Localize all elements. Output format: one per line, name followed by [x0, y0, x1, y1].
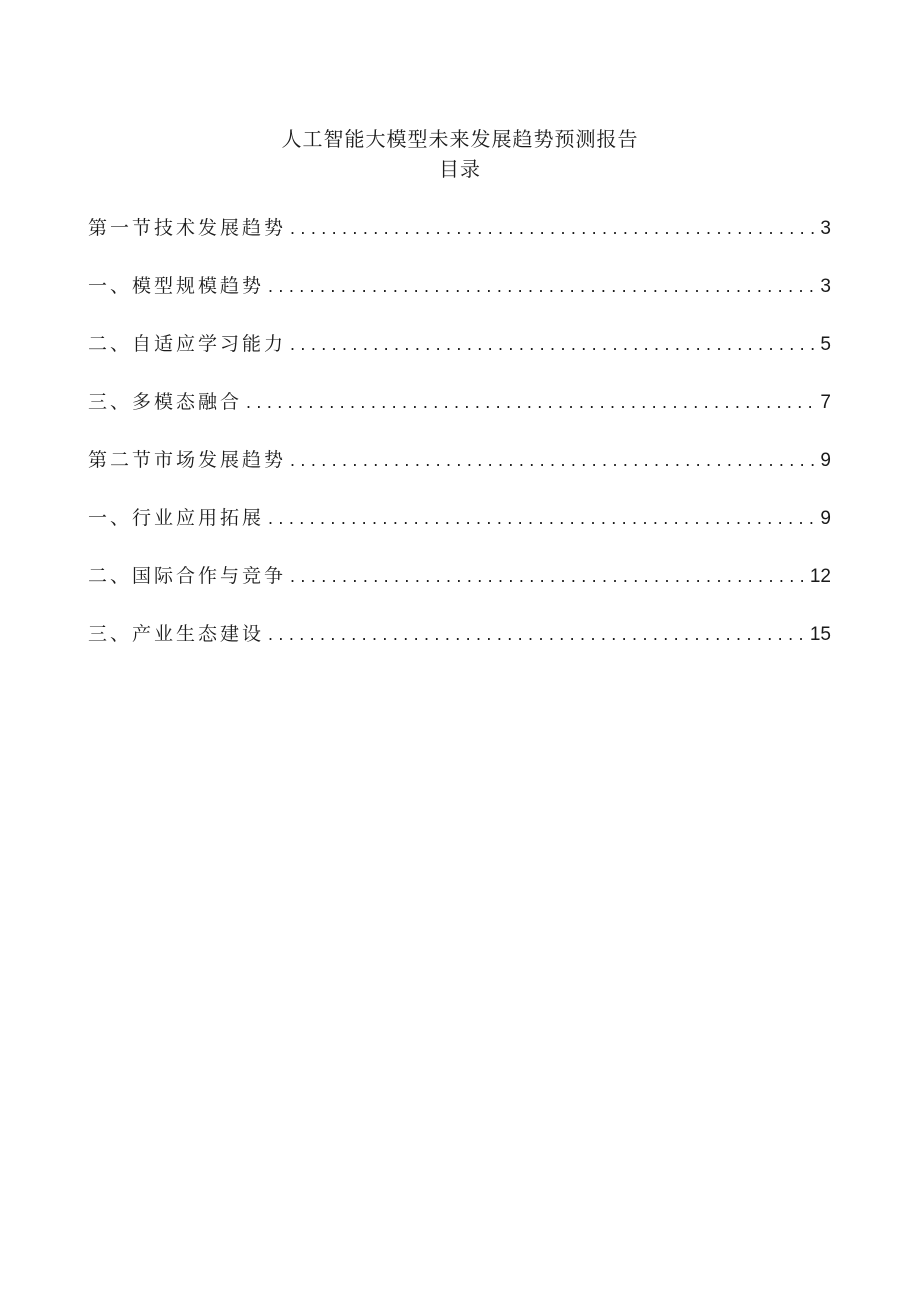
toc-entry-2[interactable] — [88, 272, 831, 300]
toc-dot-leader — [290, 562, 806, 590]
toc-entry-8[interactable] — [88, 620, 831, 648]
toc-entry-6[interactable] — [88, 504, 831, 532]
toc-page-number: 5 — [820, 334, 831, 355]
toc-dot-leader — [290, 330, 816, 358]
toc-entry-1[interactable] — [88, 214, 831, 242]
toc-page-number: 3 — [820, 276, 831, 297]
toc-heading: 目录 — [439, 157, 481, 181]
toc-dot-leader — [290, 214, 816, 242]
toc-entry-label: 第二节市场发展趋势 — [88, 449, 287, 471]
toc-entry-label: 一、行业应用拓展 — [88, 507, 265, 529]
toc-entry-4[interactable] — [88, 388, 831, 416]
toc-entry-label: 第一节技术发展趋势 — [88, 217, 287, 239]
toc-page-number: 7 — [820, 392, 831, 413]
toc-dot-leader — [290, 446, 816, 474]
toc-page-number: 15 — [809, 624, 831, 645]
toc-dot-leader — [268, 620, 806, 648]
toc-entry-label: 三、产业生态建设 — [88, 623, 265, 645]
toc-entry-7[interactable] — [88, 562, 831, 590]
toc-page-number: 3 — [820, 218, 831, 239]
table-of-contents — [88, 214, 831, 678]
toc-dot-leader — [268, 504, 816, 532]
toc-entry-label: 一、模型规模趋势 — [88, 275, 265, 297]
toc-page-number: 12 — [809, 566, 831, 587]
toc-entry-3[interactable] — [88, 330, 831, 358]
toc-page-number: 9 — [820, 450, 831, 471]
toc-page-number: 9 — [820, 508, 831, 529]
toc-dot-leader — [268, 272, 816, 300]
toc-dot-leader — [246, 388, 816, 416]
toc-entry-label: 二、自适应学习能力 — [88, 333, 287, 355]
document-title: 人工智能大模型未来发展趋势预测报告 — [281, 127, 639, 151]
toc-entry-label: 二、国际合作与竞争 — [88, 565, 287, 587]
toc-entry-5[interactable] — [88, 446, 831, 474]
toc-entry-label: 三、多模态融合 — [88, 391, 243, 413]
